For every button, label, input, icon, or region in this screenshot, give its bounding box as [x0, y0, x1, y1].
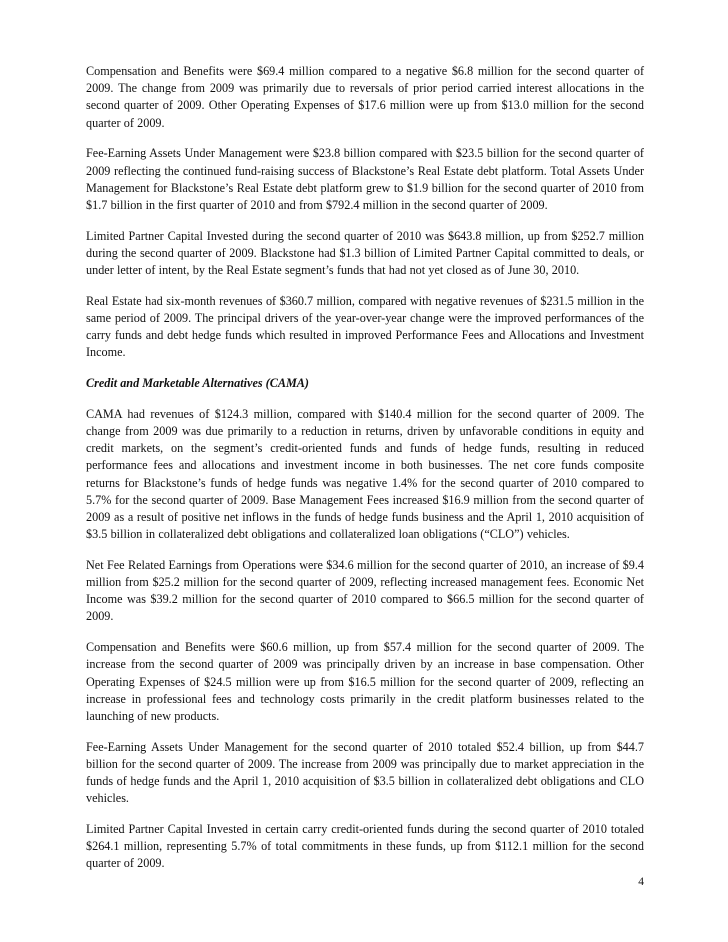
paragraph-re-fee-earning-aum: Fee-Earning Assets Under Management were $23.8 billion compared with $23.5 billion for the second quarter of 2009 reflecting the continued fund-raising success of Blackstone’s Real Estate debt platform. Total Assets Under Management for Blackstone’s Real Estate debt platform grew to $1.9 billion for the second quarter of 2010 from $1.7 billion in the first quarter of 2010 and from $792.4 million in the second quarter of 2009. — [86, 146, 644, 212]
paragraph-cama-net-fee-earnings: Net Fee Related Earnings from Operations were $34.6 million for the second quarter of 2010, an increase of $9.4 million from $25.2 million for the second quarter of 2009, reflecting increased management fees. Economic Net Income was $39.2 million for the second quarter of 2010 compared to $66.5 million for the second quarter of 2009. — [86, 557, 644, 624]
document-body — [86, 63, 644, 886]
paragraph-cama-lp-capital-invested: Limited Partner Capital Invested in certain carry credit-oriented funds during the second quarter of 2010 totaled $264.1 million, representing 5.7% of total commitments in these funds, up from $112.1 million for the second quarter of 2009. — [86, 822, 644, 871]
paragraph-re-lp-capital-invested: Limited Partner Capital Invested during the second quarter of 2010 was $643.8 million, up from $252.7 million during the second quarter of 2009. Blackstone had $1.3 billion of Limited Partner Capital committed to deals, or under letter of intent, by the Real Estate segment’s funds that had not yet closed as of June 30, 2010. — [86, 228, 644, 278]
paragraph-re-six-month-revenues: Real Estate had six-month revenues of $360.7 million, compared with negative revenues of $231.5 million in the same period of 2009. The principal drivers of the year-over-year change were the improved performances of the carry funds and debt hedge funds which resulted in improved Performance Fees and Allocations and Investment Income. — [86, 293, 644, 360]
paragraph-cama-fee-earning-aum: Fee-Earning Assets Under Management for the second quarter of 2010 totaled $52.4 billion, up from $44.7 billion for the second quarter of 2009. The increase from 2009 was principally due to market appreciation in the funds of hedge funds and the April 1, 2010 acquisition of $3.5 billion in collateralized debt obligations and CLO vehicles. — [86, 739, 644, 806]
page-number: 4 — [638, 876, 644, 888]
paragraph-cama-revenues: CAMA had revenues of $124.3 million, compared with $140.4 million for the second quarter of 2009. The change from 2009 was due primarily to a reduction in returns, driven by unfavorable conditions in equity and credit markets, on the segment’s credit-oriented funds and funds of hedge funds, resulting in reduced performance fees and allocations and investment income in both businesses. The net core funds composite returns for Blackstone’s funds of hedge funds was negative 1.4% for the second quarter of 2010 compared to 5.7% for the second quarter of 2009. Base Management Fees increased $16.9 million from the second quarter of 2009 as a result of positive net inflows in the funds of hedge funds business and the April 1, 2010 acquisition of $3.5 billion in collateralized debt obligations and collateralized loan obligations (“CLO”) vehicles. — [86, 406, 644, 542]
section-heading-cama: Credit and Marketable Alternatives (CAMA) — [86, 376, 309, 391]
paragraph-re-compensation: Compensation and Benefits were $69.4 million compared to a negative $6.8 million for the second quarter of 2009. The change from 2009 was primarily due to reversals of prior period carried interest allocations in the second quarter of 2009. Other Operating Expenses of $17.6 million were up from $13.0 million for the second quarter of 2009. — [86, 64, 644, 130]
paragraph-cama-compensation: Compensation and Benefits were $60.6 million, up from $57.4 million for the second quarter of 2009. The increase from the second quarter of 2009 was principally driven by an increase in base compensation. Other Operating Expenses of $24.5 million were up from $16.5 million for the second quarter of 2009, reflecting an increase in professional fees and technology costs primarily in the credit platform businesses related to the launching of new products. — [86, 640, 644, 723]
